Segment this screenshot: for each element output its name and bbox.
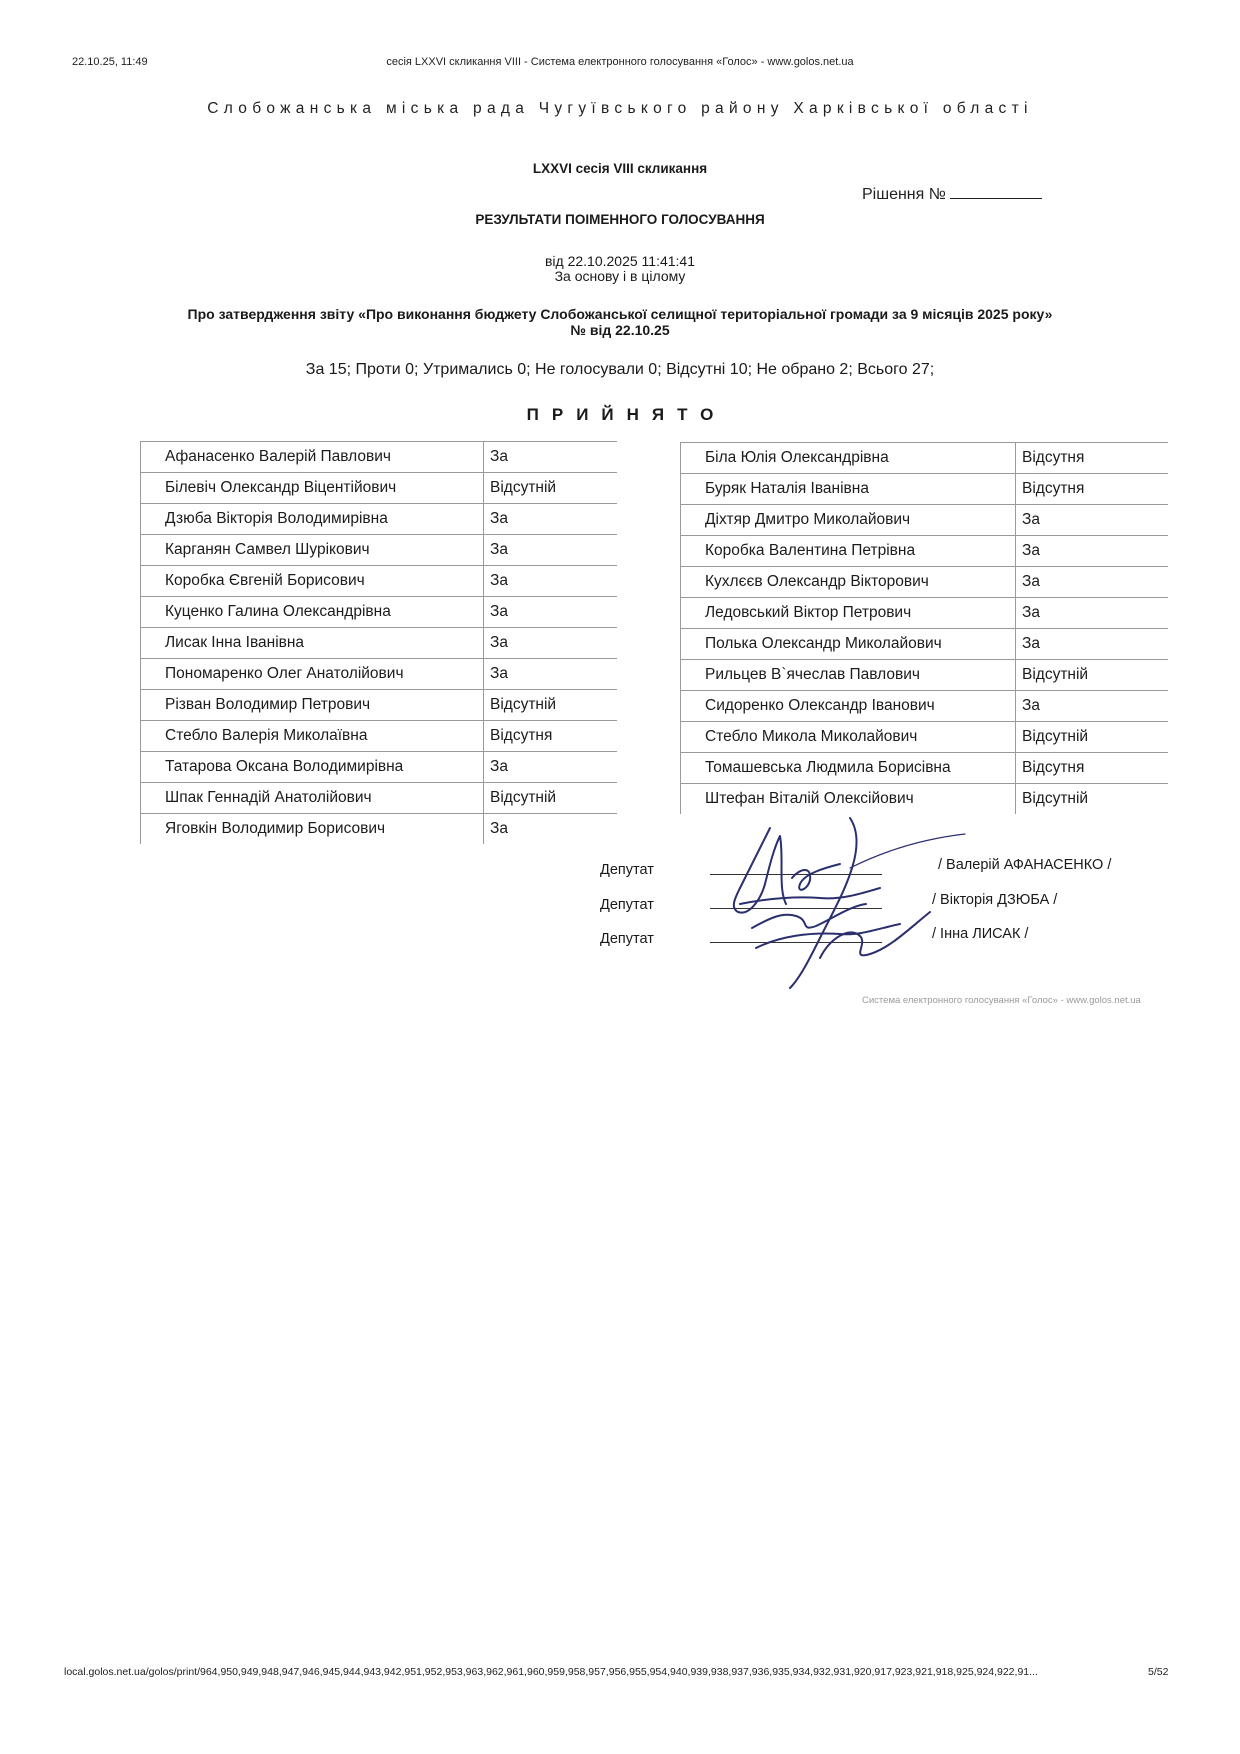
subject-number: № від 22.10.25 (570, 322, 670, 338)
deputy-name: Куценко Галина Олександрівна (141, 597, 484, 628)
vote-row (141, 659, 618, 690)
vote-row (141, 628, 618, 659)
vote-value: Відсутній (484, 473, 618, 504)
vote-row (141, 566, 618, 597)
vote-row (141, 752, 618, 783)
vote-value: За (484, 659, 618, 690)
votes-table-left (140, 441, 617, 844)
deputy-name: Шпак Геннадій Анатолійович (141, 783, 484, 814)
signatory-name: / Валерій АФАНАСЕНКО / (938, 857, 1112, 873)
vote-row (681, 505, 1169, 536)
deputy-name: Яговкін Володимир Борисович (141, 814, 484, 845)
vote-value: Відсутній (1016, 784, 1169, 815)
vote-row (681, 474, 1169, 505)
deputy-name: Коробка Євгеній Борисович (141, 566, 484, 597)
print-header-title: сесія LXXVI скликання VIII - Система електронного голосування «Голос» - www.golos.net.ua (386, 56, 854, 68)
page-number: 5/52 (1148, 1666, 1169, 1678)
vote-row (681, 691, 1169, 722)
vote-value: За (1016, 567, 1169, 598)
vote-value: За (484, 597, 618, 628)
deputy-name: Татарова Оксана Володимирівна (141, 752, 484, 783)
vote-value: За (1016, 598, 1169, 629)
council-title: Слобожанська міська рада Чугуївського району Харківської області (207, 100, 1033, 117)
vote-value: За (484, 628, 618, 659)
deputy-name: Ледовський Віктор Петрович (681, 598, 1016, 629)
vote-value: Відсутній (484, 690, 618, 721)
deputy-name: Рильцев В`ячеслав Павлович (681, 660, 1016, 691)
vote-row (141, 442, 618, 473)
vote-value: Відсутній (484, 783, 618, 814)
deputy-name: Стебло Валерія Миколаївна (141, 721, 484, 752)
vote-outcome: ПРИЙНЯТО (526, 405, 727, 424)
vote-value: За (1016, 691, 1169, 722)
signatory-role: Депутат (600, 897, 654, 913)
vote-row (141, 473, 618, 504)
vote-value: За (484, 566, 618, 597)
vote-row (141, 535, 618, 566)
vote-value: Відсутня (484, 721, 618, 752)
vote-row (681, 629, 1169, 660)
vote-row (681, 443, 1169, 474)
vote-value: За (484, 752, 618, 783)
vote-value: Відсутня (1016, 753, 1169, 784)
deputy-name: Діхтяр Дмитро Миколайович (681, 505, 1016, 536)
signatory-name: / Вікторія ДЗЮБА / (932, 892, 1058, 908)
deputy-name: Біла Юлія Олександрівна (681, 443, 1016, 474)
print-url: local.golos.net.ua/golos/print/964,950,949,948,947,946,945,944,943,942,951,952,953,963,962,961,960,959,958,957,956,955,954,940,939,938,937,936,935,934,932,931,920,917,923,921,918,925,924,922,91... (64, 1666, 1038, 1678)
deputy-name: Буряк Наталія Іванівна (681, 474, 1016, 505)
decision-blank (950, 184, 1042, 199)
deputy-name: Стебло Микола Миколайович (681, 722, 1016, 753)
vote-basis: За основу і в цілому (554, 268, 686, 284)
vote-value: За (484, 504, 618, 535)
deputy-name: Пономаренко Олег Анатолійович (141, 659, 484, 690)
vote-value: Відсутня (1016, 443, 1169, 474)
vote-value: За (484, 814, 618, 845)
system-stamp: Система електронного голосування «Голос» - www.golos.net.ua (862, 995, 1141, 1006)
deputy-name: Полька Олександр Миколайович (681, 629, 1016, 660)
results-title: РЕЗУЛЬТАТИ ПОІМЕННОГО ГОЛОСУВАННЯ (475, 212, 765, 227)
vote-row (141, 814, 618, 845)
deputy-name: Сидоренко Олександр Іванович (681, 691, 1016, 722)
deputy-name: Білевіч Олександр Віцентійович (141, 473, 484, 504)
print-date: 22.10.25, 11:49 (72, 56, 148, 68)
deputy-name: Лисак Інна Іванівна (141, 628, 484, 659)
deputy-name: Штефан Віталій Олексійович (681, 784, 1016, 815)
vote-value: За (484, 535, 618, 566)
signatory-role: Депутат (600, 931, 654, 947)
vote-row (141, 597, 618, 628)
vote-row (681, 722, 1169, 753)
vote-value: За (1016, 505, 1169, 536)
vote-date: від 22.10.2025 11:41:41 (544, 253, 696, 269)
vote-row (141, 690, 618, 721)
vote-value: Відсутня (1016, 474, 1169, 505)
signatory-name: / Інна ЛИСАК / (932, 926, 1029, 942)
signatory-role: Депутат (600, 862, 654, 878)
vote-value: Відсутній (1016, 722, 1169, 753)
decision-label: Рішення № (862, 186, 946, 203)
vote-row (681, 753, 1169, 784)
vote-row (141, 721, 618, 752)
vote-subject: Про затвердження звіту «Про виконання бюджету Слобожанської селищної територіальної громади за 9 місяців 2025 року» (187, 306, 1053, 322)
deputy-name: Карганян Самвел Шурікович (141, 535, 484, 566)
deputy-name: Томашевська Людмила Борисівна (681, 753, 1016, 784)
handwritten-signatures (700, 808, 970, 998)
vote-value: За (1016, 629, 1169, 660)
session-title: LXXVI сесія VIII скликання (532, 161, 708, 176)
vote-value: За (484, 442, 618, 473)
deputy-name: Афанасенко Валерій Павлович (141, 442, 484, 473)
decision-number (862, 184, 1042, 204)
vote-row (681, 536, 1169, 567)
vote-tally: За 15; Проти 0; Утримались 0; Не голосували 0; Відсутні 10; Не обрано 2; Всього 27; (305, 361, 935, 378)
vote-row (681, 567, 1169, 598)
deputy-name: Коробка Валентина Петрівна (681, 536, 1016, 567)
deputy-name: Різван Володимир Петрович (141, 690, 484, 721)
vote-row (141, 504, 618, 535)
vote-value: За (1016, 536, 1169, 567)
vote-row (681, 598, 1169, 629)
vote-row (681, 660, 1169, 691)
deputy-name: Кухлєєв Олександр Вікторович (681, 567, 1016, 598)
vote-value: Відсутній (1016, 660, 1169, 691)
votes-table-right (680, 442, 1168, 814)
deputy-name: Дзюба Вікторія Володимирівна (141, 504, 484, 535)
vote-row (141, 783, 618, 814)
